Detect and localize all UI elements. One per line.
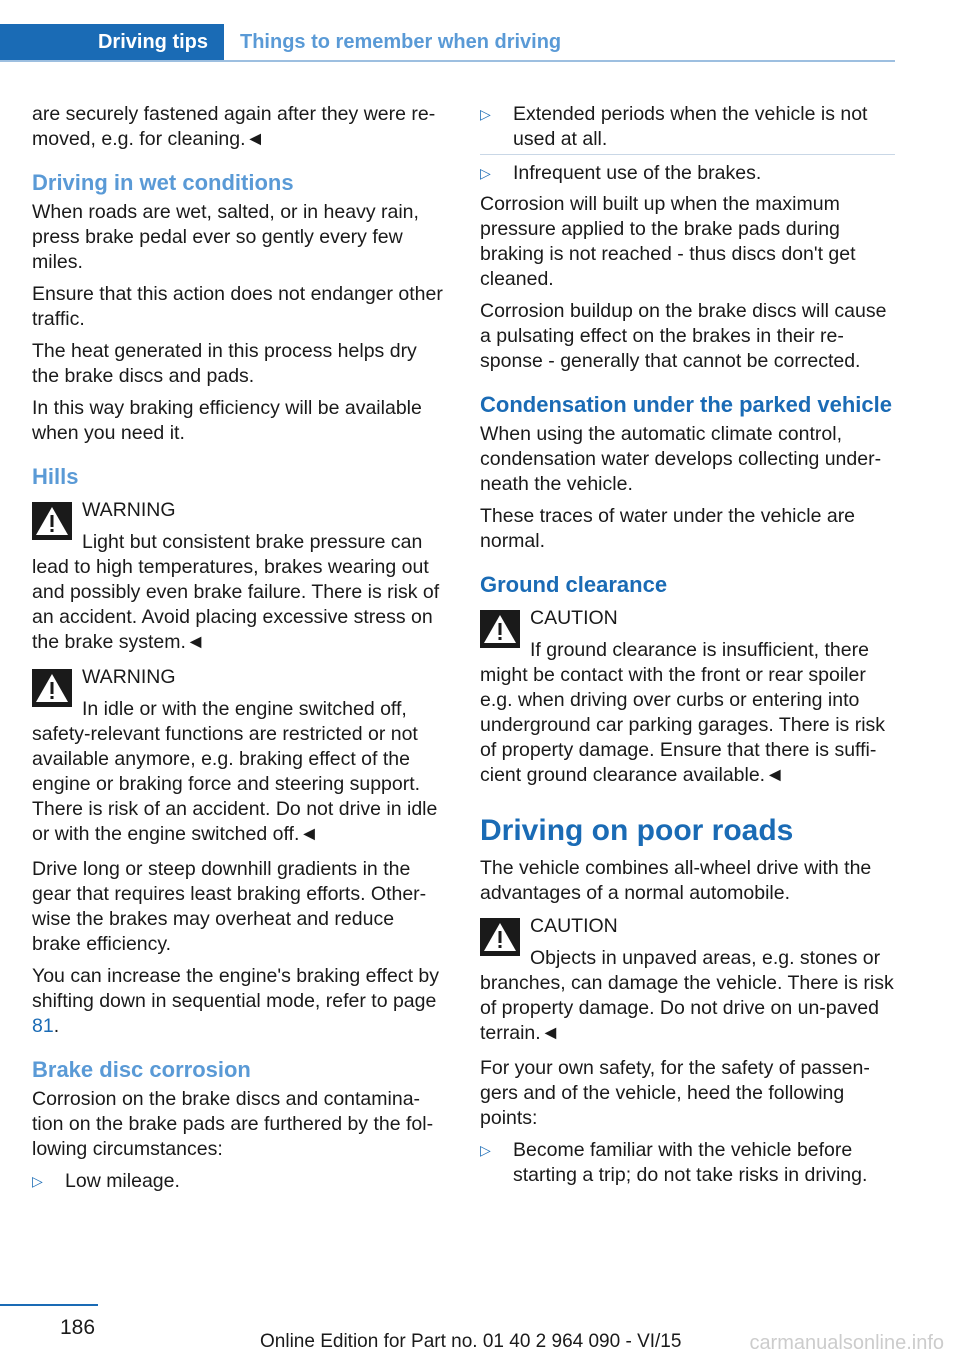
warning-text: safety-relevant functions are restricted or not available anymore, e.g. braking effect of the engine or braking force and steering support. There is risk of an accident. Do not drive in idle or with the engine switched off.◄ xyxy=(32,723,438,845)
page-link[interactable]: 81 xyxy=(32,1015,54,1037)
warning-triangle-icon xyxy=(32,502,72,540)
edition-footer: Online Edition for Part no. 01 40 2 964 090 - VI/15 xyxy=(260,1331,682,1352)
list-item xyxy=(480,1138,895,1188)
paragraph: When using the automatic climate control, condensation water develops collecting under-neath the vehicle. xyxy=(480,423,882,495)
list-item-text: Extended periods when the vehicle is not used at all. xyxy=(513,103,868,150)
paragraph: Corrosion buildup on the brake discs will cause a pulsating effect on the brakes in their re-sponse - generally that cannot be corrected. xyxy=(480,300,887,372)
triangle-right-icon: ▷ xyxy=(480,106,491,122)
warning-title: WARNING xyxy=(82,666,176,688)
list-item xyxy=(480,161,895,186)
triangle-right-icon: ▷ xyxy=(480,165,491,181)
caution-text-first: If ground clearance is insufficient, there xyxy=(530,639,869,661)
triangle-right-icon: ▷ xyxy=(32,1173,43,1189)
list-item xyxy=(32,1169,447,1194)
warning-box xyxy=(32,498,447,655)
caution-box xyxy=(480,914,895,1046)
heading-hills: Hills xyxy=(32,464,79,489)
paragraph: are securely fastened again after they were re-moved, e.g. for cleaning.◄ xyxy=(32,103,436,150)
caution-box xyxy=(480,606,895,788)
heading-condensation: Condensation under the parked vehicle xyxy=(480,392,892,417)
heading-wet-conditions: Driving in wet conditions xyxy=(32,170,294,195)
paragraph: For your own safety, for the safety of passen-gers and of the vehicle, heed the following points: xyxy=(480,1057,870,1129)
heading-ground-clearance: Ground clearance xyxy=(480,572,668,597)
list-item-text: Become familiar with the vehicle before starting a trip; do not take risks in driving. xyxy=(513,1139,868,1186)
warning-triangle-icon xyxy=(32,669,72,707)
page-number-rule xyxy=(0,1304,98,1306)
list-item-text: Infrequent use of the brakes. xyxy=(513,162,762,184)
subsection-tab[interactable]: Things to remember when driving xyxy=(240,30,562,53)
watermark: carmanualsonline.info xyxy=(749,1332,944,1354)
caution-title: CAUTION xyxy=(530,915,618,937)
warning-triangle-icon xyxy=(480,610,520,648)
warning-text: lead to high temperatures, brakes wearing out and possibly even brake failure. There is risk of an accident. Avoid placing excessive stress on the brake system.◄ xyxy=(32,556,440,653)
header-rule xyxy=(0,60,895,62)
paragraph: These traces of water under the vehicle are normal. xyxy=(480,505,856,552)
paragraph: The vehicle combines all-wheel drive with the advantages of a normal automobile. xyxy=(480,857,872,904)
caution-text-first: Objects in unpaved areas, e.g. stones or xyxy=(530,947,881,969)
paragraph: The heat generated in this process helps dry the brake discs and pads. xyxy=(32,340,417,387)
caution-title: CAUTION xyxy=(530,607,618,629)
paragraph-text: . xyxy=(53,1015,60,1037)
paragraph xyxy=(32,964,447,1039)
warning-text-first: In idle or with the engine switched off, xyxy=(82,698,407,720)
list-item-text: Low mileage. xyxy=(65,1170,180,1192)
paragraph-text: You can increase the engine's braking effect by shifting down in sequential mode, refer to page xyxy=(32,965,440,1012)
page-header xyxy=(0,24,895,62)
heading-poor-roads: Driving on poor roads xyxy=(480,814,794,847)
heading-brake-disc-corrosion: Brake disc corrosion xyxy=(32,1057,251,1082)
warning-triangle-icon xyxy=(480,918,520,956)
warning-title: WARNING xyxy=(82,499,176,521)
caution-text: branches, can damage the vehicle. There is risk of property damage. Do not drive on un-paved terrain.◄ xyxy=(480,972,894,1044)
right-column xyxy=(480,102,895,1194)
warning-box xyxy=(32,665,447,847)
triangle-right-icon: ▷ xyxy=(480,1142,491,1158)
paragraph: When roads are wet, salted, or in heavy rain, press brake pedal ever so gently every few miles. xyxy=(32,201,419,273)
paragraph: Drive long or steep downhill gradients in the gear that requires least braking efforts. Other-wise the brakes may overheat and reduce brake efficiency. xyxy=(32,858,427,955)
paragraph: Ensure that this action does not endanger other traffic. xyxy=(32,283,443,330)
caution-text: might be contact with the front or rear spoiler e.g. when driving over curbs or entering into underground car parking garages. There is risk of property damage. Ensure that there is suffi-cient ground clearance available.◄ xyxy=(480,664,886,786)
warning-text-first: Light but consistent brake pressure can xyxy=(82,531,423,553)
paragraph: Corrosion on the brake discs and contamina-tion on the brake pads are furthered by the fol-lowing circumstances: xyxy=(32,1088,434,1160)
list-item xyxy=(480,102,895,155)
paragraph: Corrosion will built up when the maximum pressure applied to the brake pads during braking is not reached - thus discs don't get cleaned. xyxy=(480,193,856,290)
page-number: 186 xyxy=(60,1316,96,1339)
paragraph: In this way braking efficiency will be available when you need it. xyxy=(32,397,422,444)
left-column xyxy=(32,102,447,1200)
section-tab[interactable]: Driving tips xyxy=(0,24,224,60)
